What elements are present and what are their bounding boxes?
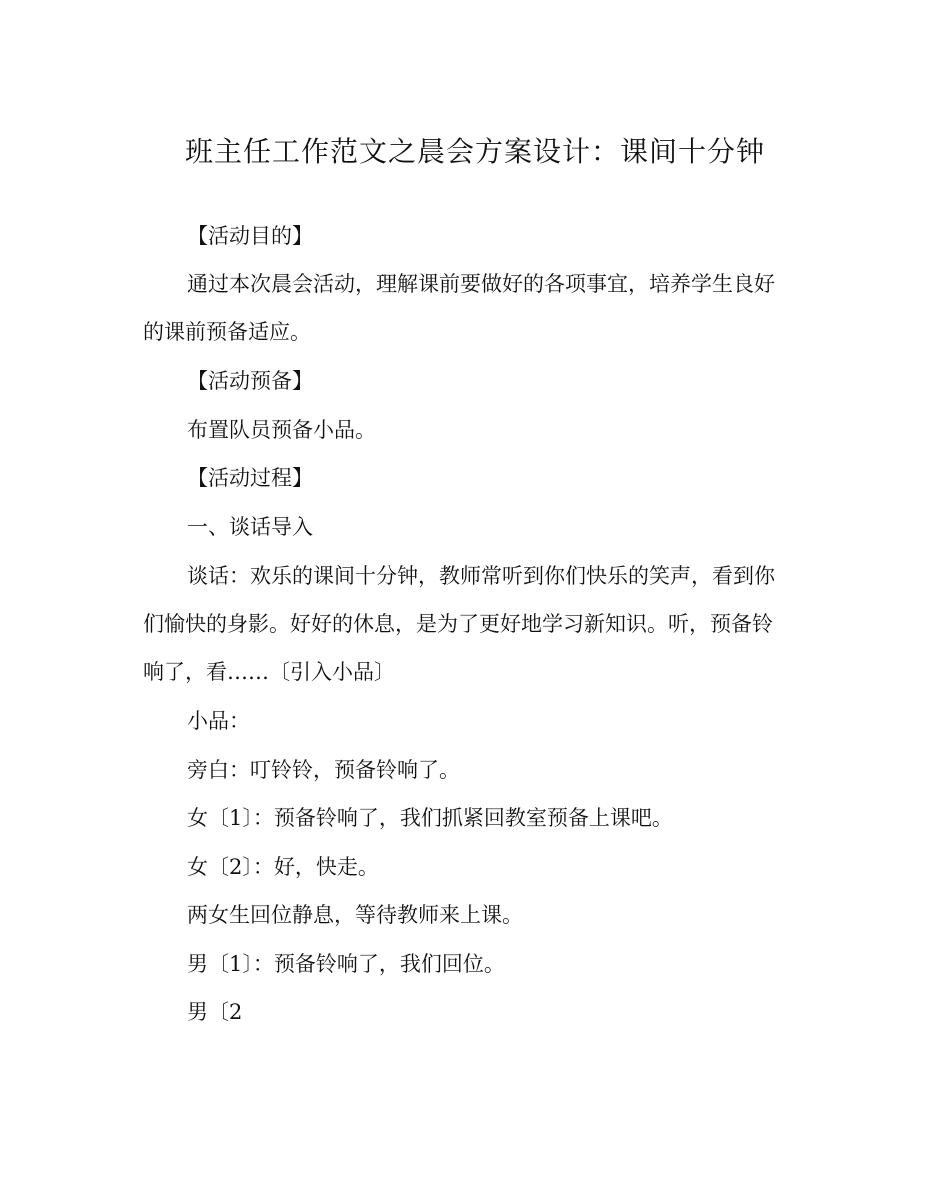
paragraph-line: 通过本次晨会活动，理解课前要做好的各项事宜，培养学生良好: [187, 272, 775, 296]
dialogue-line: 旁白：叮铃铃，预备铃响了。: [187, 758, 460, 782]
document-title: 班主任工作范文之晨会方案设计：课间十分钟: [184, 135, 765, 168]
stage-direction-line: 两女生回位静息，等待教师来上课。: [187, 903, 523, 927]
heading-activity-preparation: 【活动预备】: [187, 369, 313, 393]
paragraph-line: 响了，看……〔引入小品〕: [143, 660, 395, 684]
paragraph-line: 谈话：欢乐的课间十分钟，教师常听到你们快乐的笑声，看到你: [187, 564, 775, 588]
paragraph-line: 们愉快的身影。好好的休息，是为了更好地学习新知识。听，预备铃: [143, 612, 773, 636]
paragraph-line: 布置队员预备小品。: [187, 418, 376, 442]
section-heading: 一、谈话导入: [187, 515, 313, 539]
dialogue-line: 男〔2: [187, 1000, 243, 1024]
paragraph-line: 的课前预备适应。: [143, 320, 311, 344]
dialogue-line: 女〔2〕：好，快走。: [187, 855, 379, 879]
dialogue-line: 女〔1〕：预备铃响了，我们抓紧回教室预备上课吧。: [187, 806, 673, 830]
heading-activity-process: 【活动过程】: [187, 466, 313, 490]
paragraph-line: 小品：: [187, 709, 250, 733]
dialogue-line: 男〔1〕：预备铃响了，我们回位。: [187, 952, 505, 976]
heading-activity-purpose: 【活动目的】: [187, 224, 313, 248]
